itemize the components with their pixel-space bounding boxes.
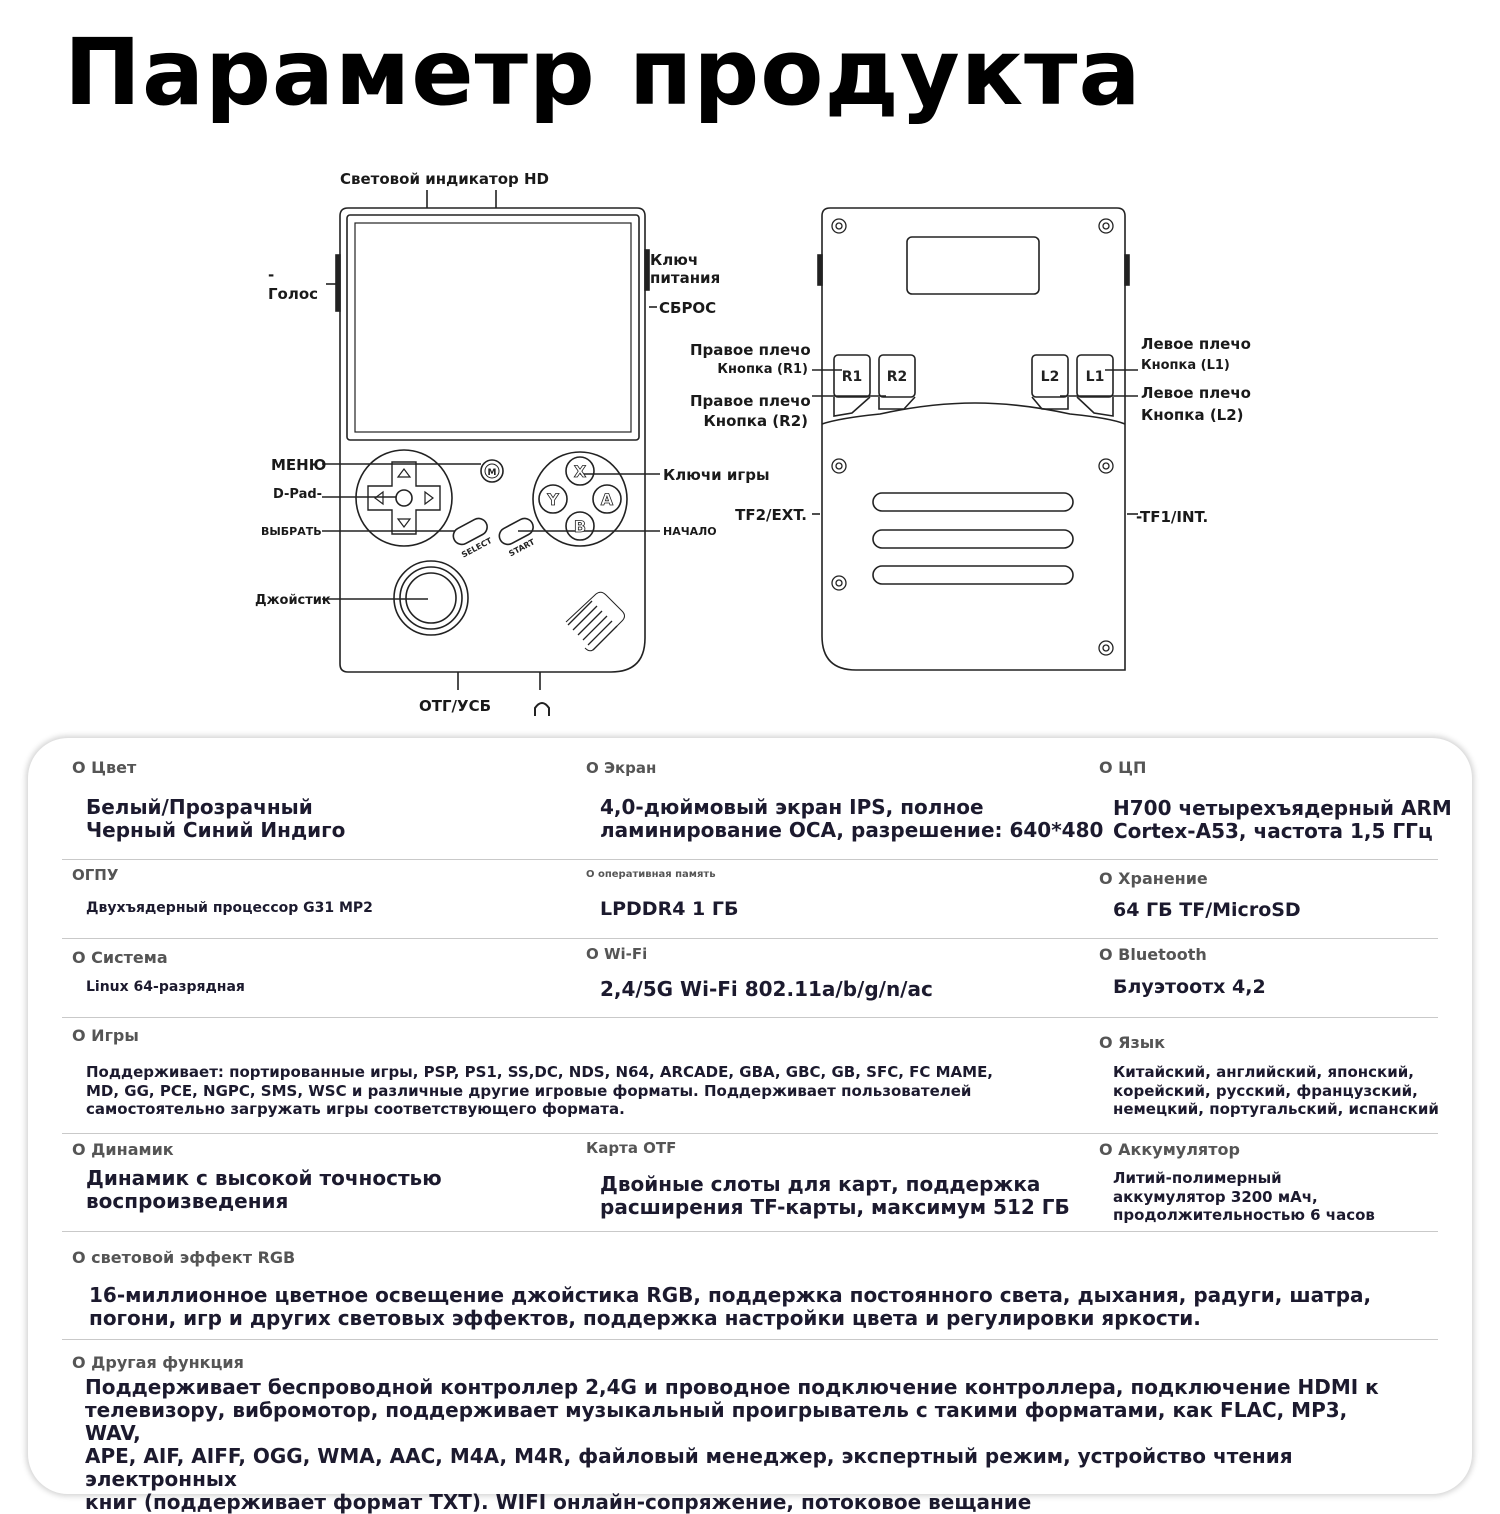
spec-ram-value: LPDDR4 1 ГБ	[600, 898, 739, 920]
vent-3	[873, 566, 1073, 584]
spec-storage-value: 64 ГБ TF/MicroSD	[1113, 899, 1301, 921]
label-game-keys: Ключи игры	[663, 466, 770, 484]
label-plate	[907, 237, 1039, 294]
spec-language-value: Китайский, английский, японский, корейский, русский, французский, немецкий, португальский, испанский	[1113, 1063, 1439, 1118]
dpad-cross	[368, 462, 440, 534]
label-tf1: -TF1/INT.	[1136, 508, 1209, 526]
screen	[355, 223, 631, 432]
screen-bezel	[347, 215, 639, 440]
spec-battery-label: О Аккумулятор	[1099, 1140, 1240, 1159]
label-l2-sub: Кнопка (L2)	[1141, 406, 1244, 424]
l1-button-label: L1	[1085, 369, 1105, 385]
spec-wifi-label: О Wi-Fi	[586, 945, 648, 963]
label-power-1: Ключ	[650, 251, 699, 269]
spec-system-label: О Система	[72, 948, 168, 967]
divider	[62, 938, 1438, 939]
start-button-label: START	[507, 537, 537, 559]
label-volume-minus: -	[268, 266, 275, 284]
spec-language-label: О Язык	[1099, 1033, 1166, 1052]
spec-cpu-label: О ЦП	[1099, 758, 1147, 777]
label-l2-title: Левое плечо	[1141, 384, 1251, 402]
label-dpad: D-Pad-	[273, 487, 323, 502]
button-a-label: A	[600, 490, 614, 509]
spec-ram-label: О оперативная память	[586, 869, 716, 880]
divider	[62, 1231, 1438, 1232]
label-r2-sub: Кнопка (R2)	[703, 412, 808, 430]
divider	[62, 859, 1438, 860]
spec-other-label: О Другая функция	[72, 1353, 244, 1372]
label-menu: МЕНЮ	[271, 456, 327, 474]
spec-gpu-value: Двухъядерный процессор G31 MP2	[86, 900, 373, 916]
power-button	[645, 250, 649, 290]
spec-otf-label: Карта OTF	[586, 1139, 677, 1157]
label-r1-sub: Кнопка (R1)	[717, 362, 808, 377]
spec-screen-label: О Экран	[586, 759, 657, 777]
label-hd-led: Световой индикатор HD	[340, 170, 549, 188]
spec-color-value: Белый/Прозрачный Черный Синий Индиго	[86, 795, 346, 842]
label-joystick: Джойстик	[255, 593, 331, 608]
spec-color-label: О Цвет	[72, 758, 137, 777]
r2-button-label: R2	[886, 369, 908, 385]
button-b-label: B	[573, 517, 587, 536]
spec-speaker-value: Динамик с высокой точностью воспроизведения	[86, 1166, 442, 1213]
label-r1-title: Правое плечо	[690, 341, 811, 359]
spec-system-value: Linux 64-разрядная	[86, 979, 245, 995]
label-reset: СБРОС	[659, 299, 717, 317]
spec-otf-value: Двойные слоты для карт, поддержка расширения TF-карты, максимум 512 ГБ	[600, 1172, 1070, 1219]
spec-storage-label: О Хранение	[1099, 869, 1208, 888]
button-x-label: X	[573, 462, 587, 481]
label-l1-sub: Кнопка (L1)	[1141, 358, 1230, 373]
back-body	[822, 208, 1125, 670]
divider	[62, 1133, 1438, 1134]
volume-rocker	[336, 255, 340, 311]
label-start: НАЧАЛО	[663, 525, 717, 538]
vent-2	[873, 530, 1073, 548]
shoulder-ridge	[822, 403, 1125, 424]
label-otg-usb: ОТГ/УСБ	[419, 697, 492, 715]
spec-battery-value: Литий-полимерный аккумулятор 3200 мАч, продолжительностью 6 часов	[1113, 1169, 1375, 1224]
spec-games-value: Поддерживает: портированные игры, PSP, PS1, SS,DC, NDS, N64, ARCADE, GBA, GBC, GB, SFC, FC MAME, MD, GG, PCE, NGPC, SMS, WSC и различные другие игровые форматы. Поддерживает пользователей самостоятельно загружать игры соответствующего формата.	[86, 1063, 994, 1118]
menu-button-label: M	[487, 468, 497, 478]
speaker-grille	[568, 601, 617, 650]
label-l1-title: Левое плечо	[1141, 335, 1251, 353]
divider	[62, 1017, 1438, 1018]
label-tf2: TF2/EXT.	[735, 506, 807, 524]
spec-screen-value: 4,0-дюймовый экран IPS, полное ламинирование OCA, разрешение: 640*480	[600, 795, 1104, 842]
label-volume: Голос	[268, 285, 319, 303]
spec-games-label: О Игры	[72, 1026, 139, 1045]
spec-rgb-value: 16-миллионное цветное освещение джойстика RGB, поддержка постоянного света, дыхания, радуги, шатра, погони, игр и других световых эффектов, поддержка настройки цвета и регулировки яркости.	[89, 1283, 1372, 1330]
spec-gpu-label: ОГПУ	[72, 866, 119, 884]
label-r2-title: Правое плечо	[690, 392, 811, 410]
spec-bluetooth-value: Блуэтоотх 4,2	[1113, 976, 1266, 998]
page-title: Параметр продукта	[64, 19, 1142, 126]
spec-speaker-label: О Динамик	[72, 1140, 174, 1159]
joystick	[394, 561, 468, 635]
select-button-label: SELECT	[460, 536, 494, 560]
button-y-label: Y	[547, 490, 559, 509]
label-power-2: питания	[650, 269, 721, 287]
headphone-icon	[535, 703, 549, 716]
spec-bluetooth-label: О Bluetooth	[1099, 945, 1207, 964]
spec-cpu-value: H700 четырехъядерный ARM Cortex-A53, частота 1,5 ГГц	[1113, 796, 1452, 843]
r1-button-label: R1	[841, 369, 863, 385]
l2-button-label: L2	[1040, 369, 1060, 385]
vent-1	[873, 493, 1073, 511]
divider	[62, 1339, 1438, 1340]
spec-rgb-label: О световой эффект RGB	[72, 1248, 296, 1267]
spec-wifi-value: 2,4/5G Wi-Fi 802.11a/b/g/n/ac	[600, 977, 933, 1001]
spec-other-value: Поддерживает беспроводной контроллер 2,4G и проводное подключение контроллера, подключение HDMI к телевизору, вибромотор, поддерживает музыкальный проигрыватель с такими форматами, как FLAC, MP3, WAV, APE, AIF, AIFF, OGG, WMA, AAC, M4A, M4R, файловый менеджер, экспертный режим, устройство чтения электронных книг (поддерживает формат TXT). WIFI онлайн-сопряжение, потоковое вещание	[85, 1375, 1379, 1514]
label-select: ВЫБРАТЬ	[261, 525, 322, 538]
screws	[832, 219, 1113, 655]
